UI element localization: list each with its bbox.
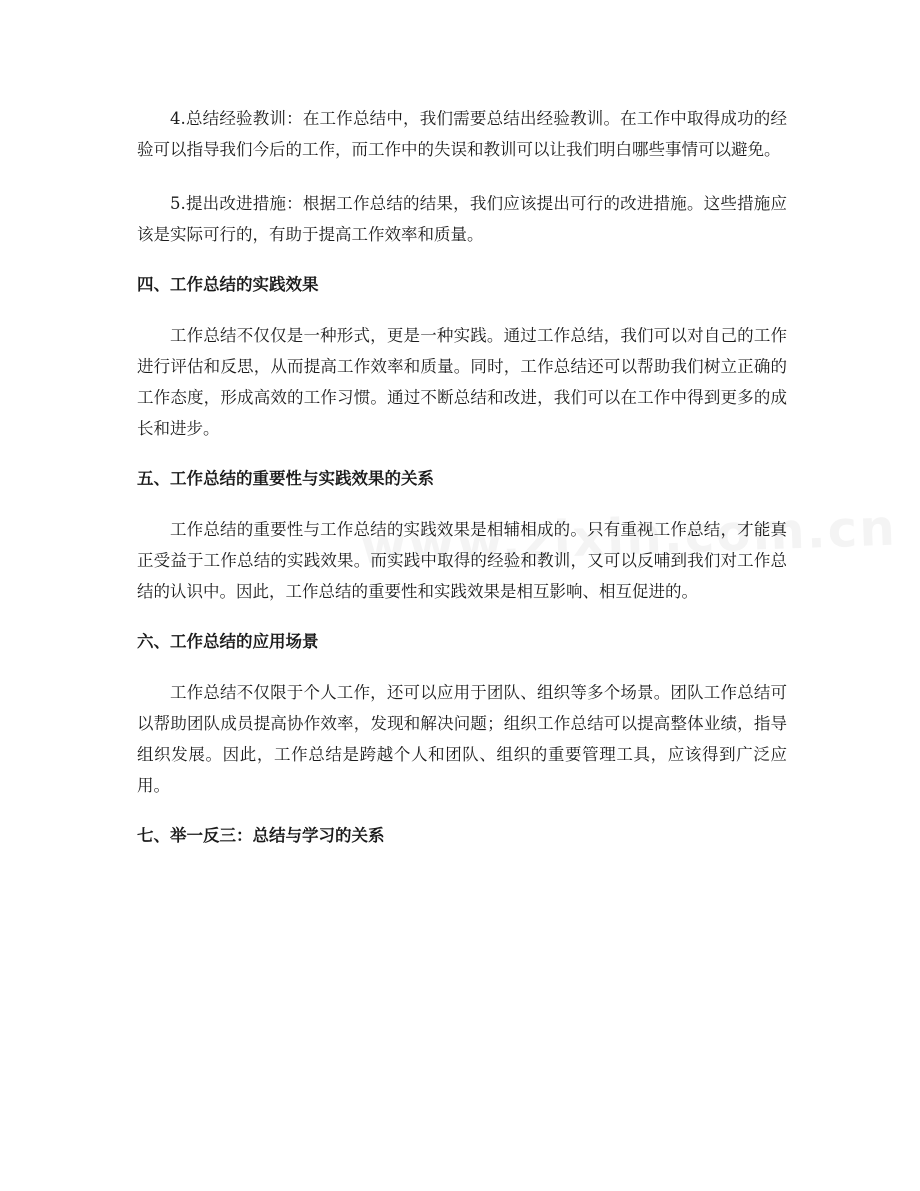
heading-application-scenarios: 六、工作总结的应用场景	[137, 632, 319, 651]
paragraph-practice-effect: 工作总结不仅仅是一种形式，更是一种实践。通过工作总结，我们可以对自己的工作进行评估和反思，从而提高工作效率和质量。同时，工作总结还可以帮助我们树立正确的工作态度，形成高效的工作习惯。通过不断总结和改进，我们可以在工作中得到更多的成长和进步。	[137, 326, 787, 438]
heading-practice-effect: 四、工作总结的实践效果	[137, 275, 319, 294]
paragraph-importance-relation: 工作总结的重要性与工作总结的实践效果是相辅相成的。只有重视工作总结，才能真正受益于工作总结的实践效果。而实践中取得的经验和教训，又可以反哺到我们对工作总结的认识中。因此，工作总结的重要性和实践效果是相互影响、相互促进的。	[137, 520, 787, 601]
heading-importance-relation: 五、工作总结的重要性与实践效果的关系	[137, 469, 434, 488]
paragraph-improvement-measures: 5.提出改进措施：根据工作总结的结果，我们应该提出可行的改进措施。这些措施应该是实际可行的，有助于提高工作效率和质量。	[137, 194, 787, 244]
paragraph-summarize-lessons: 4.总结经验教训：在工作总结中，我们需要总结出经验教训。在工作中取得成功的经验可以指导我们今后的工作，而工作中的失误和教训可以让我们明白哪些事情可以避免。	[137, 109, 787, 159]
document-body	[137, 103, 787, 871]
heading-summary-and-learning: 七、举一反三：总结与学习的关系	[137, 826, 385, 845]
paragraph-application-scenarios: 工作总结不仅限于个人工作，还可以应用于团队、组织等多个场景。团队工作总结可以帮助团队成员提高协作效率，发现和解决问题；组织工作总结可以提高整体业绩，指导组织发展。因此，工作总结是跨越个人和团队、组织的重要管理工具，应该得到广泛应用。	[137, 683, 787, 795]
